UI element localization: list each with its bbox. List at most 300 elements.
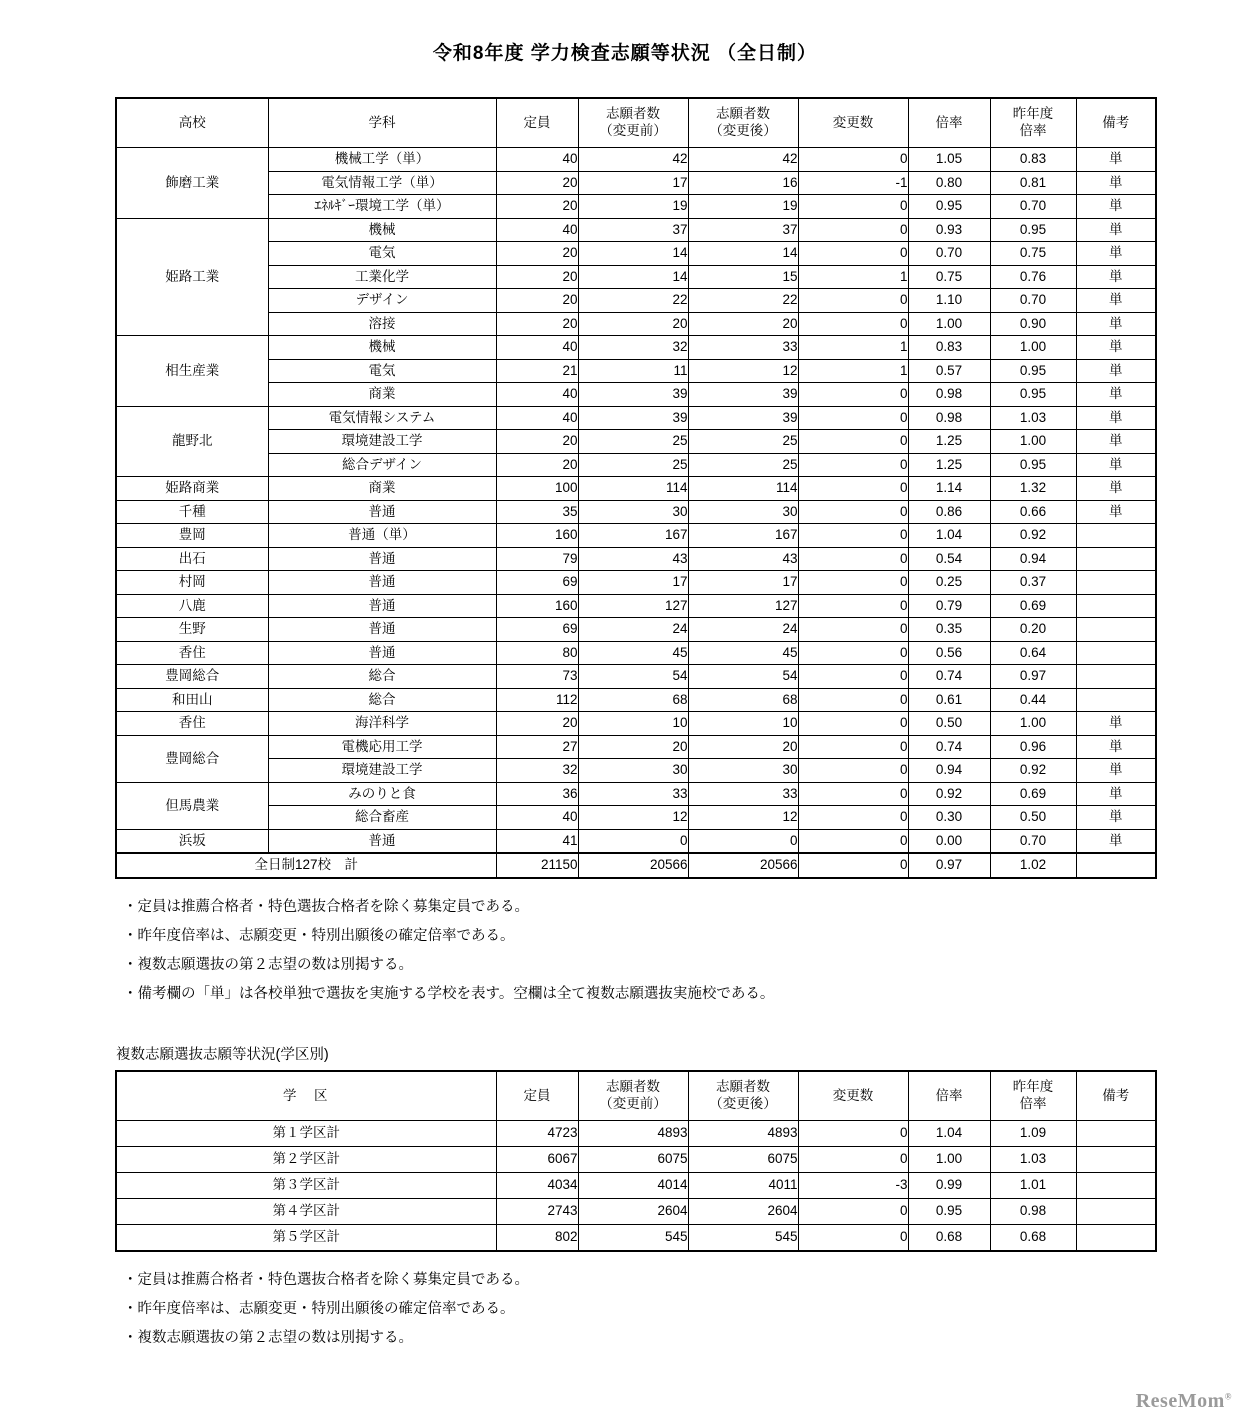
cell-applicants-before: 17 [578,571,688,595]
table-row [116,500,1156,524]
cell-applicants-before: 167 [578,524,688,548]
cell-rate: 1.10 [908,289,990,313]
header-ward-rate: 倍率 [908,1071,990,1121]
cell-total-before: 20566 [578,853,688,878]
table-row [116,242,1156,266]
cell-note: 単 [1076,712,1156,736]
header-ward-last-rate: 昨年度 倍率 [990,1071,1076,1121]
cell-last-rate: 0.95 [990,453,1076,477]
cell-note: 単 [1076,289,1156,313]
cell-note [1076,641,1156,665]
cell-note: 単 [1076,171,1156,195]
cell-course: 普通 [268,618,496,642]
notes-section-2 [115,1266,1135,1353]
cell-course: 総合畜産 [268,806,496,830]
cell-capacity: 20 [496,430,578,454]
cell-capacity: 160 [496,594,578,618]
cell-change: 0 [798,829,908,853]
cell-applicants-before: 11 [578,359,688,383]
cell-capacity: 36 [496,782,578,806]
header-ward-note: 備考 [1076,1071,1156,1121]
cell-last-rate: 0.81 [990,171,1076,195]
cell-rate: 0.74 [908,735,990,759]
cell-ward: 第１学区計 [116,1120,496,1146]
cell-ward: 第２学区計 [116,1146,496,1172]
cell-applicants-after: 10 [688,712,798,736]
cell-last-rate: 0.70 [990,195,1076,219]
cell-ward-capacity: 6067 [496,1146,578,1172]
subsection-title: 複数志願選抜志願等状況(学区別) [116,1046,329,1063]
cell-change: 0 [798,289,908,313]
cell-school: 豊岡総合 [116,735,268,782]
cell-applicants-before: 42 [578,148,688,172]
table-row [116,453,1156,477]
header-rate: 倍率 [908,98,990,148]
cell-note [1076,594,1156,618]
applications-table [115,97,1157,879]
cell-ward-before: 2604 [578,1198,688,1224]
cell-school: 但馬農業 [116,782,268,829]
cell-note: 単 [1076,500,1156,524]
cell-school: 龍野北 [116,406,268,477]
cell-note [1076,688,1156,712]
cell-last-rate: 0.50 [990,806,1076,830]
ward-table-body [116,1120,1156,1251]
table-row [116,712,1156,736]
page-title: 令和8年度 学力検査志願等状況 （全日制） [432,43,818,64]
cell-note: 単 [1076,359,1156,383]
cell-ward-change: -3 [798,1172,908,1198]
cell-ward-capacity: 4034 [496,1172,578,1198]
cell-course: 普通 [268,547,496,571]
cell-applicants-before: 20 [578,735,688,759]
cell-last-rate: 0.69 [990,594,1076,618]
table-total-row [116,853,1156,878]
cell-last-rate: 1.00 [990,712,1076,736]
cell-applicants-after: 20 [688,312,798,336]
table-row [116,406,1156,430]
cell-note: 単 [1076,806,1156,830]
cell-ward-before: 4014 [578,1172,688,1198]
cell-change: 0 [798,406,908,430]
header-applicants-before: 志願者数 （変更前） [578,98,688,148]
cell-applicants-after: 0 [688,829,798,853]
cell-ward-note [1076,1224,1156,1251]
cell-change: 0 [798,500,908,524]
cell-capacity: 27 [496,735,578,759]
cell-note: 単 [1076,430,1156,454]
cell-school: 飾磨工業 [116,148,268,219]
cell-school: 村岡 [116,571,268,595]
table-row [116,735,1156,759]
cell-capacity: 20 [496,712,578,736]
cell-ward-after: 4011 [688,1172,798,1198]
cell-school: 豊岡総合 [116,665,268,689]
cell-applicants-before: 24 [578,618,688,642]
cell-change: 0 [798,312,908,336]
cell-ward-after: 6075 [688,1146,798,1172]
cell-applicants-after: 15 [688,265,798,289]
cell-change: 1 [798,359,908,383]
cell-applicants-after: 37 [688,218,798,242]
header-applicants-after: 志願者数 （変更後） [688,98,798,148]
cell-capacity: 20 [496,265,578,289]
cell-change: 0 [798,547,908,571]
table-row [116,688,1156,712]
table-row [116,759,1156,783]
table-row [116,547,1156,571]
notes-section-1 [115,893,1135,1009]
cell-applicants-before: 25 [578,430,688,454]
cell-ward-change: 0 [798,1120,908,1146]
cell-applicants-after: 30 [688,759,798,783]
cell-course: みのりと食 [268,782,496,806]
cell-applicants-before: 22 [578,289,688,313]
cell-change: 0 [798,242,908,266]
cell-applicants-after: 17 [688,571,798,595]
table-row [116,641,1156,665]
cell-last-rate: 0.75 [990,242,1076,266]
cell-course: 機械工学（単） [268,148,496,172]
table-row [116,171,1156,195]
cell-applicants-before: 37 [578,218,688,242]
cell-note [1076,665,1156,689]
cell-rate: 0.79 [908,594,990,618]
cell-course: 電機応用工学 [268,735,496,759]
cell-change: 0 [798,806,908,830]
cell-applicants-before: 33 [578,782,688,806]
cell-applicants-before: 19 [578,195,688,219]
cell-last-rate: 0.92 [990,759,1076,783]
cell-applicants-after: 114 [688,477,798,501]
cell-last-rate: 1.00 [990,336,1076,360]
cell-last-rate: 1.32 [990,477,1076,501]
cell-ward: 第３学区計 [116,1172,496,1198]
cell-rate: 0.57 [908,359,990,383]
cell-rate: 0.75 [908,265,990,289]
cell-last-rate: 0.97 [990,665,1076,689]
cell-rate: 0.54 [908,547,990,571]
cell-capacity: 40 [496,148,578,172]
cell-total-label: 全日制127校 計 [116,853,496,878]
cell-change: 0 [798,735,908,759]
cell-applicants-before: 30 [578,500,688,524]
cell-applicants-after: 33 [688,782,798,806]
cell-course: 工業化学 [268,265,496,289]
cell-change: 1 [798,336,908,360]
cell-rate: 1.25 [908,430,990,454]
cell-course: 電気 [268,242,496,266]
cell-change: 0 [798,148,908,172]
cell-change: 0 [798,782,908,806]
note-line: ・複数志願選抜の第２志望の数は別掲する。 [123,956,413,973]
cell-capacity: 40 [496,406,578,430]
cell-note: 単 [1076,406,1156,430]
table-row [116,218,1156,242]
table-row [116,289,1156,313]
cell-last-rate: 0.95 [990,383,1076,407]
table-row [116,359,1156,383]
cell-total-after: 20566 [688,853,798,878]
cell-rate: 0.98 [908,383,990,407]
cell-applicants-after: 25 [688,430,798,454]
cell-applicants-after: 25 [688,453,798,477]
cell-capacity: 40 [496,218,578,242]
cell-last-rate: 0.70 [990,289,1076,313]
cell-last-rate: 0.92 [990,524,1076,548]
cell-course: 総合 [268,665,496,689]
cell-applicants-after: 39 [688,383,798,407]
ward-table-row [116,1172,1156,1198]
cell-ward-note [1076,1198,1156,1224]
cell-applicants-before: 54 [578,665,688,689]
cell-rate: 0.83 [908,336,990,360]
cell-ward: 第４学区計 [116,1198,496,1224]
cell-note: 単 [1076,782,1156,806]
table-row [116,336,1156,360]
cell-capacity: 79 [496,547,578,571]
cell-ward-note [1076,1172,1156,1198]
cell-capacity: 20 [496,312,578,336]
cell-change: 0 [798,430,908,454]
cell-capacity: 20 [496,453,578,477]
table-row [116,312,1156,336]
header-school: 高校 [116,98,268,148]
cell-course: 商業 [268,383,496,407]
cell-note [1076,524,1156,548]
cell-last-rate: 0.64 [990,641,1076,665]
cell-capacity: 32 [496,759,578,783]
cell-ward-before: 545 [578,1224,688,1251]
cell-course: 電気情報システム [268,406,496,430]
cell-last-rate: 0.94 [990,547,1076,571]
cell-ward-after: 2604 [688,1198,798,1224]
cell-ward-change: 0 [798,1224,908,1251]
cell-applicants-before: 10 [578,712,688,736]
cell-change: 0 [798,571,908,595]
table-row [116,524,1156,548]
note-line: ・複数志願選抜の第２志望の数は別掲する。 [123,1329,413,1346]
table-row [116,806,1156,830]
cell-ward-capacity: 802 [496,1224,578,1251]
cell-applicants-before: 45 [578,641,688,665]
cell-rate: 0.50 [908,712,990,736]
cell-course: 普通 [268,500,496,524]
ward-table-container [115,1070,1135,1252]
cell-applicants-before: 43 [578,547,688,571]
cell-ward-rate: 0.99 [908,1172,990,1198]
cell-ward-before: 4893 [578,1120,688,1146]
cell-school: 千種 [116,500,268,524]
cell-school: 和田山 [116,688,268,712]
cell-change: 1 [798,265,908,289]
cell-capacity: 40 [496,383,578,407]
cell-capacity: 69 [496,571,578,595]
note-line: ・昨年度倍率は、志願変更・特別出願後の確定倍率である。 [123,927,515,944]
cell-applicants-before: 68 [578,688,688,712]
note-line: ・定員は推薦合格者・特色選抜合格者を除く募集定員である。 [123,898,529,915]
table-row [116,618,1156,642]
cell-capacity: 20 [496,289,578,313]
cell-ward: 第５学区計 [116,1224,496,1251]
cell-capacity: 80 [496,641,578,665]
cell-note: 単 [1076,477,1156,501]
cell-rate: 1.00 [908,312,990,336]
cell-ward-capacity: 4723 [496,1120,578,1146]
header-course: 学科 [268,98,496,148]
cell-rate: 0.80 [908,171,990,195]
header-capacity: 定員 [496,98,578,148]
table-header-row [116,98,1156,148]
table-row [116,477,1156,501]
cell-school: 豊岡 [116,524,268,548]
cell-school: 生野 [116,618,268,642]
header-note: 備考 [1076,98,1156,148]
table-row [116,594,1156,618]
cell-applicants-before: 39 [578,406,688,430]
cell-change: 0 [798,594,908,618]
ward-table [115,1070,1157,1252]
cell-last-rate: 0.76 [990,265,1076,289]
cell-capacity: 20 [496,195,578,219]
cell-applicants-before: 14 [578,265,688,289]
cell-rate: 0.61 [908,688,990,712]
cell-ward-capacity: 2743 [496,1198,578,1224]
cell-applicants-after: 14 [688,242,798,266]
ward-table-row [116,1146,1156,1172]
cell-last-rate: 0.70 [990,829,1076,853]
cell-ward-rate: 0.95 [908,1198,990,1224]
cell-ward-last-rate: 1.09 [990,1120,1076,1146]
header-change: 変更数 [798,98,908,148]
cell-change: 0 [798,195,908,219]
cell-capacity: 20 [496,242,578,266]
cell-rate: 1.04 [908,524,990,548]
cell-applicants-after: 12 [688,806,798,830]
note-line: ・備考欄の「単」は各校単独で選抜を実施する学校を表す。空欄は全て複数志願選抜実施校である。 [123,985,775,1002]
cell-note: 単 [1076,218,1156,242]
cell-rate: 0.92 [908,782,990,806]
cell-applicants-after: 16 [688,171,798,195]
cell-rate: 0.74 [908,665,990,689]
cell-school: 姫路商業 [116,477,268,501]
watermark: ReseMom® [1135,1390,1232,1412]
cell-course: 商業 [268,477,496,501]
table-row [116,383,1156,407]
cell-rate: 0.56 [908,641,990,665]
cell-ward-last-rate: 1.03 [990,1146,1076,1172]
cell-note: 単 [1076,453,1156,477]
cell-rate: 1.05 [908,148,990,172]
cell-rate: 0.86 [908,500,990,524]
applications-table-container [115,97,1135,879]
cell-applicants-after: 30 [688,500,798,524]
cell-last-rate: 0.44 [990,688,1076,712]
cell-rate: 1.14 [908,477,990,501]
cell-course: 機械 [268,336,496,360]
cell-applicants-after: 39 [688,406,798,430]
table-row [116,829,1156,853]
cell-note [1076,571,1156,595]
cell-course: 普通 [268,571,496,595]
cell-last-rate: 1.00 [990,430,1076,454]
cell-note: 単 [1076,312,1156,336]
cell-applicants-before: 114 [578,477,688,501]
cell-total-rate: 0.97 [908,853,990,878]
cell-total-last-rate: 1.02 [990,853,1076,878]
cell-rate: 1.25 [908,453,990,477]
cell-course: 総合 [268,688,496,712]
cell-applicants-after: 33 [688,336,798,360]
cell-school: 香住 [116,712,268,736]
cell-school: 浜坂 [116,829,268,853]
cell-last-rate: 0.90 [990,312,1076,336]
cell-school: 姫路工業 [116,218,268,336]
cell-ward-change: 0 [798,1198,908,1224]
table-row [116,782,1156,806]
cell-last-rate: 0.96 [990,735,1076,759]
cell-change: 0 [798,477,908,501]
cell-note: 単 [1076,735,1156,759]
cell-note: 単 [1076,195,1156,219]
cell-change: 0 [798,665,908,689]
cell-course: 電気情報工学（単） [268,171,496,195]
cell-ward-last-rate: 1.01 [990,1172,1076,1198]
cell-change: 0 [798,712,908,736]
cell-capacity: 21 [496,359,578,383]
cell-course: 海洋科学 [268,712,496,736]
header-ward-capacity: 定員 [496,1071,578,1121]
cell-capacity: 41 [496,829,578,853]
cell-last-rate: 0.83 [990,148,1076,172]
cell-course: 環境建設工学 [268,759,496,783]
table-body [116,148,1156,878]
cell-applicants-before: 30 [578,759,688,783]
cell-change: 0 [798,453,908,477]
cell-total-capacity: 21150 [496,853,578,878]
cell-capacity: 69 [496,618,578,642]
cell-note: 単 [1076,336,1156,360]
cell-rate: 0.93 [908,218,990,242]
ward-table-row [116,1120,1156,1146]
ward-table-row [116,1198,1156,1224]
cell-applicants-after: 20 [688,735,798,759]
cell-rate: 0.95 [908,195,990,219]
cell-ward-before: 6075 [578,1146,688,1172]
cell-course: デザイン [268,289,496,313]
cell-ward-rate: 1.04 [908,1120,990,1146]
cell-note: 単 [1076,148,1156,172]
cell-note: 単 [1076,829,1156,853]
cell-applicants-after: 12 [688,359,798,383]
cell-school: 出石 [116,547,268,571]
cell-rate: 0.94 [908,759,990,783]
cell-applicants-before: 20 [578,312,688,336]
cell-capacity: 40 [496,336,578,360]
cell-applicants-after: 19 [688,195,798,219]
cell-school: 香住 [116,641,268,665]
cell-rate: 0.25 [908,571,990,595]
cell-applicants-after: 68 [688,688,798,712]
watermark-text: ReseMom [1135,1390,1225,1412]
cell-last-rate: 0.37 [990,571,1076,595]
cell-note: 単 [1076,383,1156,407]
note-line: ・定員は推薦合格者・特色選抜合格者を除く募集定員である。 [123,1271,529,1288]
cell-last-rate: 0.95 [990,218,1076,242]
cell-capacity: 73 [496,665,578,689]
note-line: ・昨年度倍率は、志願変更・特別出願後の確定倍率である。 [123,1300,515,1317]
cell-note: 単 [1076,242,1156,266]
